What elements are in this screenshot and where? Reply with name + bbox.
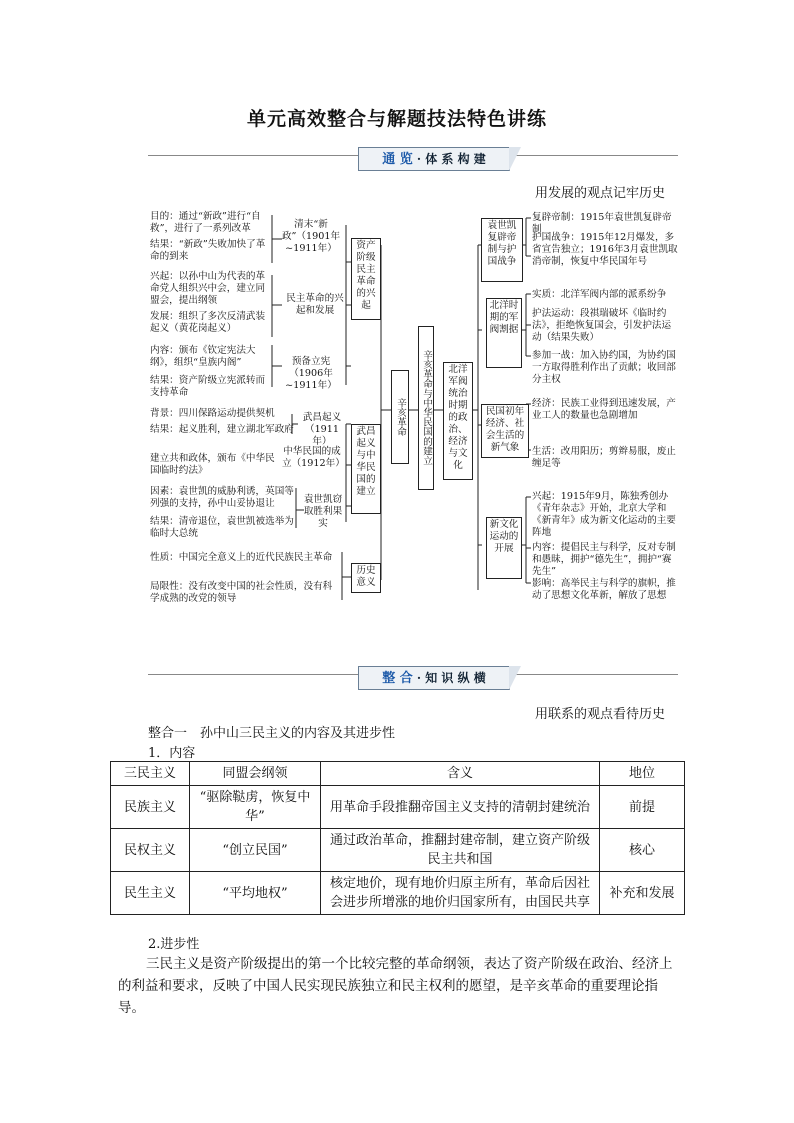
table-cell: 用革命手段推翻帝国主义支持的清朝封建统治 xyxy=(321,786,600,829)
box-new-culture-movement: 新文化运动的开展 xyxy=(486,517,522,579)
subheading-progress: 2.进步性 xyxy=(148,937,200,952)
left-item-g2: 局限性：没有改变中国的社会性质，没有科学成熟的改党的领导 xyxy=(150,581,333,604)
table-cell: 通过政治革命，推翻封建帝制，建立资产阶级民主共和国 xyxy=(321,829,600,872)
table-header-row xyxy=(111,762,685,786)
box-xinhai-revolution: 辛亥革命 xyxy=(391,370,409,464)
left-label-e: 中华民国的成立（1912年） xyxy=(282,446,345,469)
left-item-d1: 背景：四川保路运动提供契机 xyxy=(150,408,275,419)
subtitle-integration: 用联系的观点看待历史 xyxy=(535,707,666,722)
left-item-e1: 建立共和政体，颁布《中华民国临时约法》 xyxy=(150,453,275,476)
box-yuan-restoration: 袁世凯复辟帝制与护国战争 xyxy=(481,218,523,282)
box-bourgeois-revolution-rise: 资产阶级民主革命的兴起 xyxy=(351,238,381,320)
table-header: 地位 xyxy=(600,762,685,786)
right-item-r10: 影响：高举民主与科学的旗帜，推动了思想文化革新，解放了思想 xyxy=(532,578,676,601)
box-early-republic-society: 民国初年经济、社会生活的新气象 xyxy=(481,404,529,458)
left-item-b1: 兴起：以孙中山为代表的革命党人组织兴中会，建立同盟会，提出纲领 xyxy=(150,271,266,306)
section-heading: 整合一 孙中山三民主义的内容及其进步性 xyxy=(148,726,396,741)
table-cell: “驱除鞑虏，恢复中华” xyxy=(190,786,321,829)
subheading-content: 1．内容 xyxy=(148,746,196,761)
right-item-r1: 复辟帝制：1915年袁世凯复辟帝制 xyxy=(532,212,672,235)
table-cell: “创立民国” xyxy=(190,829,321,872)
left-item-g1: 性质：中国完全意义上的近代民族民主革命 xyxy=(150,552,333,563)
subtitle-overview: 用发展的观点记牢历史 xyxy=(535,186,666,201)
table-cell: 核定地价，现有地价归原主所有，革命后因社会进步所增涨的地价归国家所有，由国民共享 xyxy=(321,872,600,915)
box-center-topic: 辛亥革命与中华民国的建立 xyxy=(418,326,434,490)
table-cell: “平均地权” xyxy=(190,872,321,915)
three-principles-table xyxy=(110,761,685,915)
section-banner-integration xyxy=(148,666,678,690)
right-item-r7: 生活：改用阳历；剪辫易服，废止缠足等 xyxy=(532,446,676,469)
table-row xyxy=(111,872,685,915)
table-header: 含义 xyxy=(321,762,600,786)
box-beiyang-period: 北洋军阀统治时期的政治、经济与文化 xyxy=(443,362,473,480)
left-item-c2: 结果：资产阶级立宪派转而支持革命 xyxy=(150,375,266,398)
left-item-c1: 内容：颁布《钦定宪法大纲》，组织“皇族内阁” xyxy=(150,345,256,368)
table-cell: 前提 xyxy=(600,786,685,829)
right-item-r3: 实质：北洋军阀内部的派系纷争 xyxy=(532,289,667,300)
box-warlord-separatism: 北洋时期的军阀割据 xyxy=(486,298,522,368)
table-row xyxy=(111,829,685,872)
box-wuchang-uprising: 武昌起义与中华民国的建立 xyxy=(351,424,381,514)
page-title: 单元高效整合与解题技法特色讲练 xyxy=(246,108,547,130)
banner-tag: 整 合 · 知 识 纵 横 xyxy=(358,666,510,690)
left-label-b: 民主革命的兴起和发展 xyxy=(286,293,344,316)
table-cell: 民权主义 xyxy=(111,829,190,872)
table-header: 三民主义 xyxy=(111,762,190,786)
right-item-r9: 内容：提倡民主与科学，反对专制和愚昧，拥护“德先生”，拥护“赛先生” xyxy=(532,542,676,577)
right-item-r6: 经济：民族工业得到迅速发展，产业工人的数量也急剧增加 xyxy=(532,398,676,421)
right-item-r4: 护法运动：段祺瑞破坏《临时约法》，拒绝恢复国会，引发护法运动（结果失败） xyxy=(532,308,672,343)
left-label-f: 袁世凯窃取胜利果实 xyxy=(303,494,343,529)
left-label-a: 清末“新政”（1901年~1911年） xyxy=(281,219,341,254)
table-row xyxy=(111,786,685,829)
box-historical-significance: 历史意义 xyxy=(351,563,381,593)
table-cell: 补充和发展 xyxy=(600,872,685,915)
left-label-c: 预备立宪（1906年~1911年） xyxy=(285,356,337,391)
table-cell: 民族主义 xyxy=(111,786,190,829)
progress-paragraph: 三民主义是资产阶级提出的第一个比较完整的革命纲领，表达了资产阶级在政治、经济上的利益和要求，反映了中国人民实现民族独立和民主权利的愿望，是辛亥革命的重要理论指导。 xyxy=(118,956,673,1016)
table-cell: 核心 xyxy=(600,829,685,872)
right-item-r8: 兴起：1915年9月，陈独秀创办《青年杂志》开始，北京大学和《新青年》成为新文化运动的主要阵地 xyxy=(532,491,676,538)
left-item-f2: 结果：清帝退位，袁世凯被选举为临时大总统 xyxy=(150,516,294,539)
left-item-f1: 因素：袁世凯的威胁利诱，英国等列强的支持，孙中山妥协退让 xyxy=(150,486,294,509)
table-header: 同盟会纲领 xyxy=(190,762,321,786)
right-item-r2: 护国战争：1915年12月爆发，多省宣告独立；1916年3月袁世凯取消帝制，恢复中华民国年号 xyxy=(532,232,678,267)
left-item-b2: 发展：组织了多次反清武装起义（黄花岗起义） xyxy=(150,311,266,334)
table-cell: 民生主义 xyxy=(111,872,190,915)
left-label-d: 武昌起义（1911年） xyxy=(302,412,342,447)
left-item-d2: 结果：起义胜利，建立湖北军政府 xyxy=(150,424,294,435)
right-item-r5: 参加一战：加入协约国，为协约国一方取得胜利作出了贡献；收回部分主权 xyxy=(532,350,676,385)
left-item-a1: 目的：通过“新政”进行“自救”，进行了一系列改革 xyxy=(150,211,261,234)
banner-tag: 通 览 · 体 系 构 建 xyxy=(358,147,510,171)
left-item-a2: 结果：“新政”失败加快了革命的到来 xyxy=(150,239,266,262)
